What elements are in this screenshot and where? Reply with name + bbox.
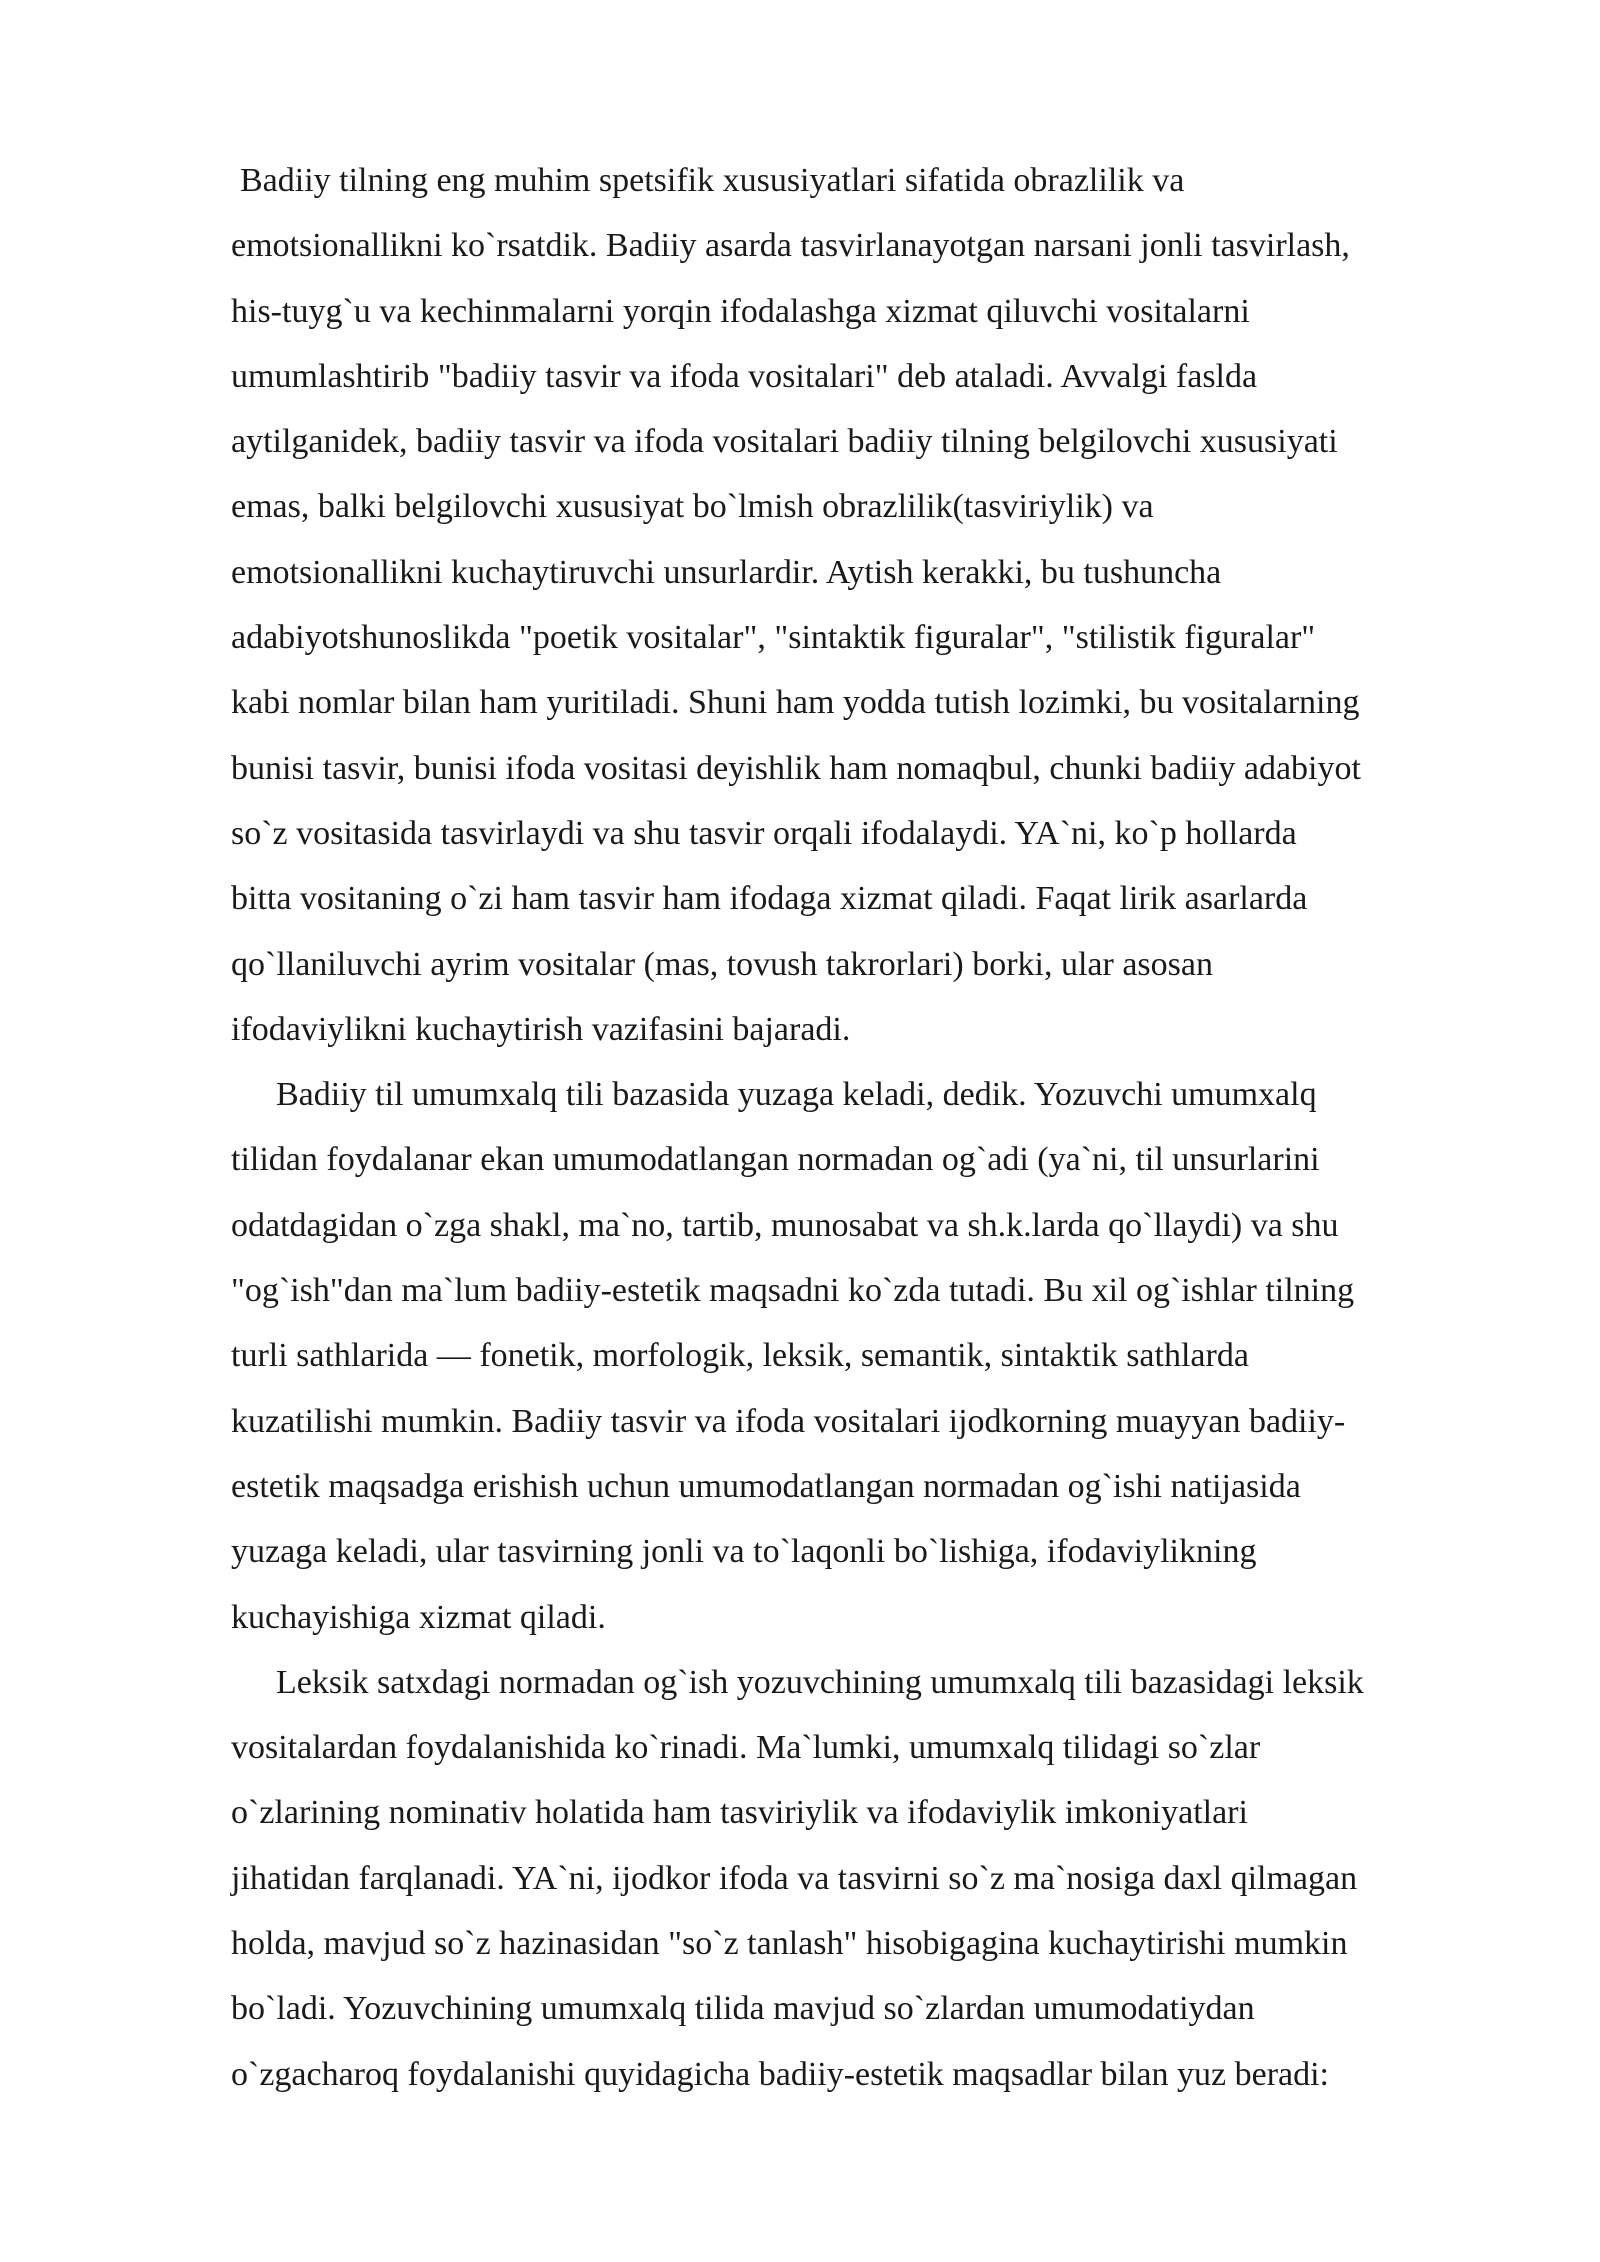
- text-line: jihatidan farqlanadi. YA`ni, ijodkor ifoda va tasvirni so`z ma`nosiga daxl qilmagan: [231, 1859, 1358, 1897]
- text-line: so`z vositasida tasvirlaydi va shu tasvir orqali ifodalaydi. YA`ni, ko`p hollarda: [231, 814, 1297, 852]
- paragraph-2: [231, 1062, 1491, 1650]
- text-line: tilidan foydalanar ekan umumodatlangan normadan og`adi (ya`ni, til unsurlarini: [231, 1141, 1320, 1179]
- text-line: Badiiy tilning eng muhim spetsifik xususiyatlari sifatida obrazlilik va: [240, 162, 1185, 199]
- text-line: odatdagidan o`zga shakl, ma`no, tartib, munosabat va sh.k.larda qo`llaydi) va shu: [231, 1206, 1339, 1244]
- text-line: bo`ladi. Yozuvchining umumxalq tilida mavjud so`zlardan umumodatiydan: [231, 1990, 1255, 2028]
- text-line: kuchayishiga xizmat qiladi.: [231, 1598, 606, 1636]
- text-line: bunisi tasvir, bunisi ifoda vositasi deyishlik ham nomaqbul, chunki badiiy adabiyot: [231, 749, 1361, 787]
- text-line: emotsionallikni ko`rsatdik. Badiiy asarda tasvirlanayotgan narsani jonli tasvirlash,: [231, 227, 1350, 265]
- text-line: estetik maqsadga erishish uchun umumodatlangan normadan og`ishi natijasida: [231, 1467, 1301, 1505]
- text-line: o`zgacharoq foydalanishi quyidagicha badiiy-estetik maqsadlar bilan yuz beradi:: [231, 2055, 1329, 2093]
- text-line: adabiyotshunoslikda "poetik vositalar", "sintaktik figuralar", "stilistik figuralar": [231, 619, 1316, 657]
- text-line: qo`llaniluvchi ayrim vositalar (mas, tovush takrorlari) borki, ular asosan: [231, 945, 1213, 983]
- text-line: yuzaga keladi, ular tasvirning jonli va to`laqonli bo`lishiga, ifodaviylikning: [231, 1533, 1257, 1571]
- text-line: aytilganidek, badiiy tasvir va ifoda vositalari badiiy tilning belgilovchi xususiyati: [231, 423, 1338, 461]
- text-line: o`zlarining nominativ holatida ham tasviriylik va ifodaviylik imkoniyatlari: [231, 1794, 1248, 1832]
- text-line: emotsionallikni kuchaytiruvchi unsurlardir. Aytish kerakki, bu tushuncha: [231, 553, 1222, 591]
- text-line: turli sathlarida — fonetik, morfologik, leksik, semantik, sintaktik sathlarda: [231, 1337, 1249, 1375]
- text-line: holda, mavjud so`z hazinasidan "so`z tanlash" hisobigagina kuchaytirishi mumkin: [231, 1925, 1348, 1963]
- text-line: ifodaviylikni kuchaytirish vazifasini bajaradi.: [231, 1010, 851, 1048]
- text-line: kabi nomlar bilan ham yuritiladi. Shuni ham yodda tutish lozimki, bu vositalarning: [231, 684, 1360, 722]
- text-line: umumlashtirib "badiiy tasvir va ifoda vositalari" deb ataladi. Avvalgi faslda: [231, 357, 1258, 395]
- paragraph-1: [231, 148, 1491, 1062]
- text-line: Badiiy til umumxalq tili bazasida yuzaga keladi, dedik. Yozuvchi umumxalq: [276, 1076, 1317, 1114]
- text-line: "og`ish"dan ma`lum badiiy-estetik maqsadni ko`zda tutadi. Bu xil og`ishlar tilning: [231, 1272, 1355, 1310]
- text-line: his-tuyg`u va kechinmalarni yorqin ifodalashga xizmat qiluvchi vositalarni: [231, 292, 1250, 330]
- text-line: Leksik satxdagi normadan og`ish yozuvchining umumxalq tili bazasidagi leksik: [276, 1663, 1364, 1701]
- text-line: bitta vositaning o`zi ham tasvir ham ifodaga xizmat qiladi. Faqat lirik asarlarda: [231, 880, 1308, 918]
- body-text: [231, 148, 1491, 2107]
- text-line: emas, balki belgilovchi xususiyat bo`lmish obrazlilik(tasviriylik) va: [231, 488, 1154, 526]
- text-line: kuzatilishi mumkin. Badiiy tasvir va ifoda vositalari ijodkorning muayyan badiiy-: [231, 1402, 1346, 1440]
- paragraph-3: [231, 1650, 1491, 2107]
- text-line: vositalardan foydalanishida ko`rinadi. Ma`lumki, umumxalq tilidagi so`zlar: [231, 1729, 1261, 1767]
